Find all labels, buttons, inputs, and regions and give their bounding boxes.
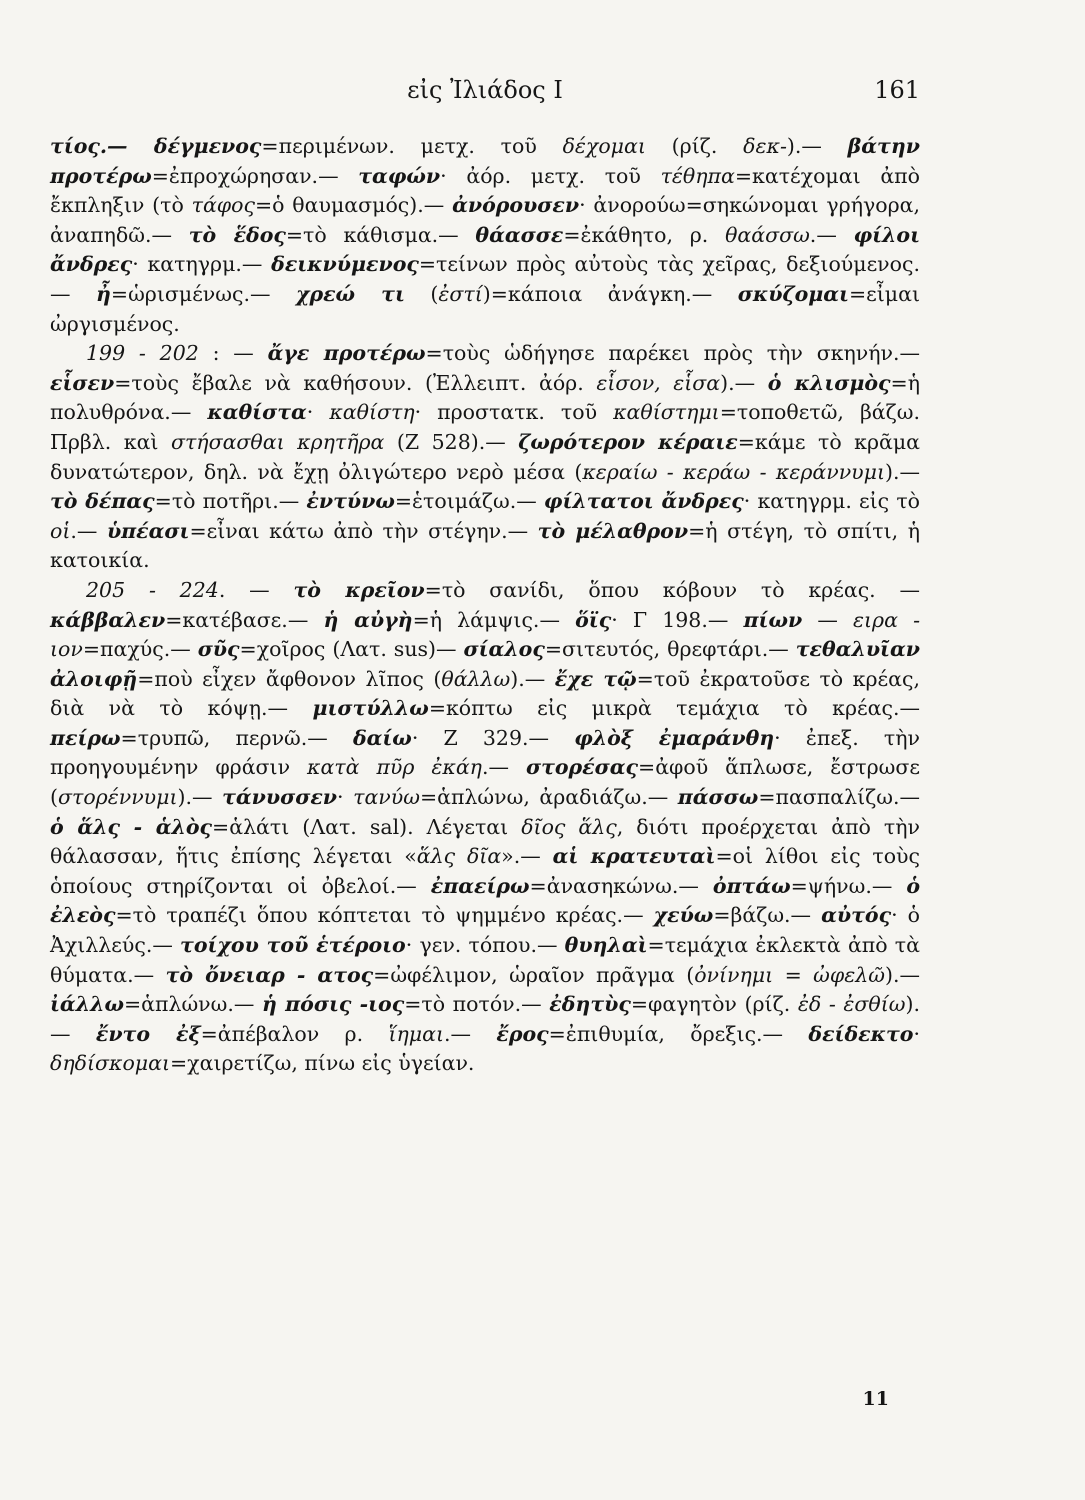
gloss-text: =ποὺ εἶχεν ἄφθονον λῖπος (: [137, 666, 442, 691]
italic-text: ἵημαι: [388, 1021, 445, 1046]
gloss-text: =φαγητὸν (ρίζ.: [630, 992, 798, 1017]
lemma-term: φλὸξ ἐμαράνθη: [574, 725, 775, 750]
gloss-text: .—: [70, 518, 107, 543]
lemma-term: ὁ ἅλς - ἁλὸς: [50, 814, 213, 839]
lemma-term: ἐντύνω: [306, 489, 395, 514]
lemma-term: κάββαλεν: [50, 607, 166, 632]
gloss-text: ).—: [510, 666, 555, 691]
gloss-text: =εἶμαι ὠργισμένος.: [50, 281, 920, 336]
italic-text: τάφος: [191, 193, 255, 218]
lemma-term: ἦ: [95, 281, 111, 306]
page-number: 161: [874, 76, 920, 104]
lemma-term: θάασσε: [475, 222, 564, 247]
commentary-paragraph: [50, 339, 920, 576]
gloss-text: ·: [306, 400, 330, 425]
lemma-term: δείδεκτο: [808, 1021, 914, 1046]
italic-text: στήσασθαι κρητῆρα: [170, 429, 385, 454]
lemma-term: σκύζομαι: [737, 281, 849, 306]
signature-mark: 11: [862, 1388, 889, 1410]
lemma-term: τὸ ἕδος: [188, 222, 286, 247]
gloss-text: =παχύς.—: [82, 637, 198, 662]
gloss-text: =ἁλάτι (Λατ. sal). Λέγεται: [212, 814, 522, 839]
lemma-term: ἔχε τῷ: [554, 666, 637, 691]
gloss-text: (: [404, 281, 439, 306]
gloss-text: =περιμένων. μετχ. τοῦ: [261, 134, 563, 158]
gloss-text: =ἁπλώνω.—: [123, 992, 262, 1017]
lemma-term: τεθαλυῖαν ἀλοιφῇ: [50, 637, 920, 691]
lemma-term: αἱ κρατευταὶ: [552, 844, 716, 869]
gloss-text: =τοὺς ὡδήγησε παρέκει πρὸς τὴν σκηνήν.—: [425, 341, 920, 366]
gloss-text: ).—: [786, 134, 848, 158]
gloss-text: =τρυπῶ, περνῶ.—: [120, 725, 353, 750]
gloss-text: =σιτευτός, θρεφτάρι.—: [544, 637, 796, 662]
commentary-text: [50, 132, 920, 1079]
gloss-text: .—: [809, 222, 854, 247]
gloss-text: =ἡ λάμψις.—: [412, 607, 576, 632]
italic-text: 205 - 224: [86, 577, 219, 602]
gloss-text: =ἑτοιμάζω.—: [394, 489, 544, 514]
gloss-text: ).—: [720, 370, 768, 395]
lemma-term: ἡ αὐγὴ: [323, 607, 413, 632]
lemma-term: τὸ κρεῖον: [293, 577, 425, 602]
lemma-term: ὁ κλισμὸς: [767, 370, 891, 395]
lemma-term: καθίστα: [207, 400, 307, 425]
lemma-term: θυηλαὶ: [564, 933, 648, 958]
lemma-term: ἔντο ἐξ: [95, 1021, 201, 1046]
gloss-text: : —: [198, 341, 268, 366]
gloss-text: =τὸ κάθισμα.—: [285, 222, 476, 247]
gloss-text: ).—: [884, 459, 920, 484]
gloss-text: )=κάποια ἀνάγκη.—: [482, 281, 738, 306]
gloss-text: =τεμάχια ἐκλεκτὰ ἀπὸ τὰ θύματα.—: [50, 933, 920, 987]
gloss-text: =οἱ λίθοι εἰς τοὺς ὁποίους στηρίζονται οἱ ὀβελοί.—: [50, 844, 921, 898]
lemma-term: φίλοι ἄνδρες: [50, 222, 920, 277]
italic-text: καθίστη: [329, 400, 415, 425]
commentary-paragraph: [50, 132, 920, 339]
lemma-term: χρεώ τι: [295, 281, 405, 306]
gloss-text: (ρίζ.: [645, 134, 744, 158]
lemma-term: ἀνόρουσεν: [452, 193, 580, 218]
lemma-term: μιστύλλω: [312, 696, 429, 721]
gloss-text: =ἐπιθυμία, ὄρεξις.—: [548, 1021, 809, 1046]
lemma-term: ἐδητὺς: [549, 992, 631, 1017]
gloss-text: · Γ 198.—: [611, 607, 744, 632]
commentary-paragraph: [50, 576, 920, 1079]
italic-text: ὀνίνημι = ὠφελῶ: [694, 962, 885, 987]
lemma-term: ταφών: [358, 163, 441, 188]
lemma-term: ἡ πόσις -ιος: [262, 992, 405, 1017]
gloss-text: ·: [913, 1021, 920, 1046]
lemma-term: πάσσω: [677, 785, 759, 810]
italic-text: ἐδ - ἐσθίω: [797, 992, 906, 1017]
gloss-text: =τὸ σανίδι, ὅπου κόβουν τὸ κρέας. —: [424, 577, 920, 602]
lemma-term: ὑπέασι: [106, 518, 190, 543]
gloss-text: ».—: [501, 844, 553, 869]
italic-text: ἐστί: [438, 281, 483, 306]
gloss-text: =χαιρετίζω, πίνω εἰς ὑγείαν.: [170, 1051, 475, 1076]
gloss-text: =ἡ στέγη, τὸ σπίτι, ἡ κατοικία.: [50, 518, 920, 573]
italic-text: ἅλς δῖα: [416, 844, 502, 869]
gloss-text: · γεν. τόπου.—: [405, 933, 565, 958]
gloss-text: ).—: [177, 785, 223, 810]
italic-text: στορέννυμι: [58, 785, 178, 810]
gloss-text: =βάζω.—: [713, 903, 822, 928]
gloss-text: · κατηγρμ.—: [132, 252, 272, 277]
gloss-text: =χοῖρος (Λατ. sus)—: [239, 637, 464, 662]
italic-text: δηδίσκομαι: [50, 1051, 170, 1076]
gloss-text: . —: [218, 577, 294, 602]
gloss-text: =κόπτω εἰς μικρὰ τεμάχια τὸ κρέας.—: [428, 696, 920, 721]
gloss-text: ).—: [50, 992, 920, 1046]
lemma-term: ἔρος: [496, 1021, 549, 1046]
gloss-text: =τὸ ποτῆρι.—: [154, 489, 307, 514]
gloss-text: ).—: [884, 962, 920, 987]
lemma-term: σῦς: [197, 637, 240, 662]
lemma-term: τὸ ὄνειαρ - ατος: [165, 962, 374, 987]
gloss-text: =κατέβασε.—: [165, 607, 324, 632]
italic-text: 199 - 202: [86, 341, 199, 366]
gloss-text: .—: [481, 755, 526, 780]
gloss-text: =ἁπλώνω, ἀραδιάζω.—: [419, 785, 678, 810]
gloss-text: =ψήνω.—: [790, 873, 907, 898]
gloss-text: =πασπαλίζω.—: [758, 785, 920, 810]
lemma-term: φίλτατοι ἄνδρες: [543, 489, 744, 514]
gloss-text: · Ζ 329.—: [411, 725, 575, 750]
italic-text: δῖος ἅλς: [521, 814, 617, 839]
lemma-term: ὁ ἐλεὸς: [50, 873, 921, 928]
lemma-term: ζωρότερον κέραιε: [518, 429, 738, 454]
lemma-term: στορέσας: [525, 755, 639, 780]
lemma-term: τὸ μέλαθρον: [537, 518, 689, 543]
page-header: [50, 74, 920, 114]
lemma-term: δεικνύμενος: [271, 252, 419, 277]
lemma-term: εἷσεν: [50, 370, 115, 395]
gloss-text: =ὡρισμένως.—: [110, 281, 296, 306]
gloss-text: ·: [337, 785, 354, 810]
gloss-text: =τοποθετῶ, βάζω. Πρβλ. καὶ: [50, 400, 920, 454]
gloss-text: .—: [444, 1021, 497, 1046]
gloss-text: =ὁ θαυμασμός).—: [255, 193, 453, 218]
gloss-text: · ἐπεξ. τὴν προηγουμένην φράσιν: [50, 725, 920, 780]
gloss-text: · ἀνορούω=σηκώνομαι γρήγορα, ἀναπηδῶ.—: [50, 193, 920, 247]
italic-text: τανύω: [353, 785, 420, 810]
gloss-text: =ἡ πολυθρόνα.—: [50, 370, 921, 425]
gloss-text: , διότι προέρχεται ἀπὸ τὴν θάλασσαν, ἥτις ἐπίσης λέγεται «: [50, 814, 920, 869]
gloss-text: =τὸ τραπέζι ὅπου κόπτεται τὸ ψημμένο κρέας.—: [115, 903, 654, 928]
italic-text: κεραίω - κεράω - κεράννυμι: [582, 459, 885, 484]
gloss-text: · προστατκ. τοῦ: [414, 400, 614, 425]
italic-text: θάλλω: [441, 666, 511, 691]
lemma-term: πείρω: [50, 725, 121, 750]
gloss-text: =εἶναι κάτω ἀπὸ τὴν στέγην.—: [189, 518, 538, 543]
gloss-text: · ἀόρ. μετχ. τοῦ: [440, 163, 661, 188]
lemma-term: τίος.— δέγμενος: [50, 134, 262, 158]
gloss-text: —: [802, 607, 853, 632]
gloss-text: =τὸ ποτόν.—: [404, 992, 550, 1017]
lemma-term: βάτην προτέρω: [50, 134, 920, 188]
italic-text: ειρα - ιον: [50, 607, 920, 662]
lemma-term: πίων: [743, 607, 803, 632]
gloss-text: · κατηγρμ. εἰς τὸ: [743, 489, 921, 514]
italic-text: δεκ-: [743, 134, 787, 158]
lemma-term: ἄγε προτέρω: [267, 341, 426, 366]
lemma-term: ἐπαείρω: [430, 873, 530, 898]
gloss-text: =τείνων πρὸς αὐτοὺς τὰς χεῖρας, δεξιούμενος.—: [50, 252, 920, 306]
italic-text: οἱ: [50, 518, 71, 543]
gloss-text: =ἐπροχώρησαν.—: [151, 163, 359, 188]
running-title: εἰς Ἰλιάδος Ι: [407, 76, 563, 104]
lemma-term: χεύω: [653, 903, 714, 928]
lemma-term: δαίω: [352, 725, 412, 750]
gloss-text: =ἐκάθητο, ρ.: [563, 222, 726, 247]
lemma-term: σίαλος: [463, 637, 545, 662]
gloss-text: =ὠφέλιμον, ὡραῖον πρᾶγμα (: [373, 962, 695, 987]
italic-text: εἷσον, εἷσα: [596, 370, 721, 395]
gloss-text: =ἀπέβαλον ρ.: [200, 1021, 389, 1046]
gloss-text: =ἀφοῦ ἅπλωσε, ἔστρωσε (: [50, 755, 920, 810]
gloss-text: =τοῦ ἐκρατοῦσε τὸ κρέας, διὰ νὰ τὸ κόψῃ.—: [50, 666, 920, 721]
italic-text: θαάσσω: [725, 222, 810, 247]
gloss-text: (Ζ 528).—: [384, 429, 519, 454]
lemma-term: ὀπτάω: [712, 873, 791, 898]
lemma-term: τοίχου τοῦ ἑτέροιο: [180, 933, 406, 958]
gloss-text: =κάμε τὸ κρᾶμα δυνατώτερον, δηλ. νὰ ἔχῃ ὀλιγώτερο νερὸ μέσα (: [50, 429, 921, 484]
lemma-term: τὸ δέπας: [50, 489, 155, 514]
gloss-text: · ὁ Ἀχιλλεύς.—: [50, 903, 921, 958]
lemma-term: τάνυσσεν: [222, 785, 338, 810]
lemma-term: ὅϊς: [575, 607, 612, 632]
gloss-text: =ἀνασηκώνω.—: [529, 873, 713, 898]
gloss-text: =κατέχομαι ἀπὸ ἔκπληξιν (τὸ: [50, 163, 920, 218]
lemma-term: αὐτός: [821, 903, 892, 928]
italic-text: καθίστημι: [613, 400, 720, 425]
lemma-term: ἰάλλω: [50, 992, 124, 1017]
gloss-text: =τοὺς ἔβαλε νὰ καθήσουν. (Ἐλλειπτ. ἀόρ.: [114, 370, 597, 395]
italic-text: τέθηπα: [660, 163, 735, 188]
italic-text: δέχομαι: [562, 134, 646, 158]
italic-text: κατὰ πῦρ ἐκάη: [307, 755, 482, 780]
